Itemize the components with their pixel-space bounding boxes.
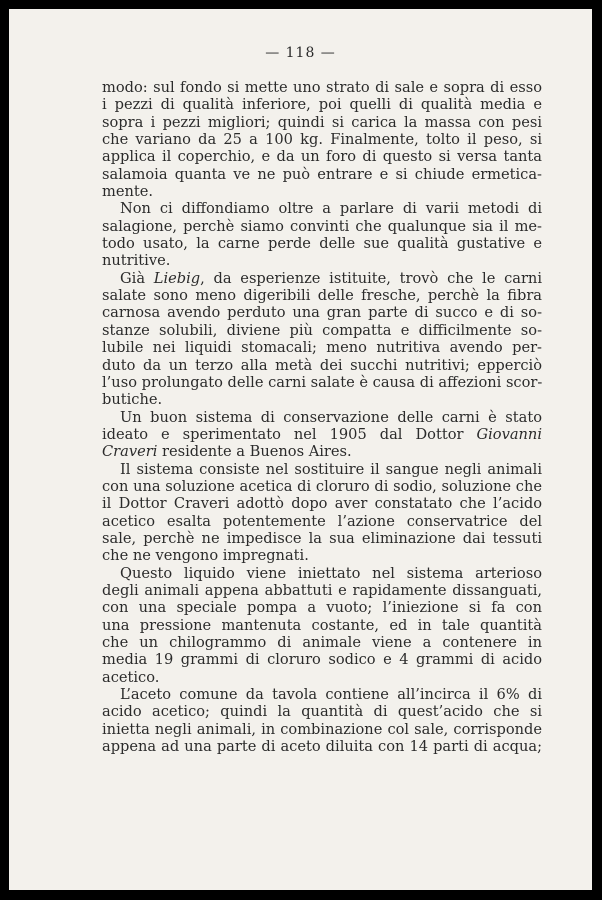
text-segment: ideato e sperimentato nel 1905 dal Dottor bbox=[102, 425, 477, 443]
text-line: una pressione mantenuta costante, ed in tale quantità bbox=[102, 616, 542, 634]
text-line: salagione, perchè siamo convinti che qualunque sia il me- bbox=[102, 217, 542, 235]
text-line: mente. bbox=[102, 183, 154, 201]
text-line: modo: sul fondo si mette uno strato di sale e sopra di esso bbox=[102, 79, 542, 96]
text-line: Un buon sistema di conservazione delle carni è stato bbox=[120, 408, 542, 426]
text-line: inietta negli animali, in combinazione col sale, corrisponde bbox=[102, 720, 542, 738]
text-line: sopra i pezzi migliori; quindi si carica la massa con pesi bbox=[102, 113, 542, 131]
text-line: il Dottor Craveri adottò dopo aver constatato che l’acido bbox=[102, 495, 542, 513]
text-segment: residente a Buenos Aires. bbox=[157, 443, 352, 461]
text-line: che ne vengono impregnati. bbox=[102, 547, 309, 565]
text-segment: Già bbox=[120, 269, 154, 287]
text-line: con una soluzione acetica di cloruro di sodio, soluzione che bbox=[102, 477, 542, 495]
text-line: nutritive. bbox=[102, 252, 171, 270]
text-line: acetico esalta potentemente l’azione conservatrice del bbox=[102, 512, 542, 530]
text-line: todo usato, la carne perde delle sue qualità gustative e bbox=[102, 235, 542, 253]
text-line: stanze solubili, diviene più compatta e difficilmente so- bbox=[102, 321, 542, 339]
text-line: lubile nei liquidi stomacali; meno nutritiva avendo per- bbox=[102, 339, 542, 357]
text-line: media 19 grammi di cloruro sodico e 4 grammi di acido bbox=[102, 651, 542, 669]
text-line: Questo liquido viene iniettato nel sistema arterioso bbox=[120, 564, 542, 582]
text-line bbox=[102, 443, 542, 460]
body-text bbox=[102, 79, 542, 755]
text-line: butiche. bbox=[102, 391, 163, 409]
text-line: salate sono meno digeribili delle fresche, perchè la fibra bbox=[102, 287, 542, 305]
text-line: i pezzi di qualità inferiore, poi quelli di qualità media e bbox=[102, 96, 542, 114]
italic-name: Giovanni bbox=[476, 425, 542, 443]
page-number: — 118 — bbox=[265, 45, 336, 61]
text-line: Non ci diffondiamo oltre a parlare di varii metodi di bbox=[120, 200, 542, 218]
text-line: acido acetico; quindi la quantità di quest’acido che si bbox=[102, 703, 542, 721]
italic-name: Liebig bbox=[153, 269, 201, 287]
text-line: degli animali appena abbattuti e rapidamente dissanguati, bbox=[102, 581, 542, 599]
text-line: con una speciale pompa a vuoto; l’iniezione si fa con bbox=[102, 599, 542, 617]
text-line bbox=[102, 426, 542, 443]
text-line: applica il coperchio, e da un foro di questo si versa tanta bbox=[102, 148, 542, 166]
text-segment: , da esperienze istituite, trovò che le carni bbox=[200, 269, 542, 287]
text-line: salamoia quanta ve ne può entrare e si chiude ermetica- bbox=[102, 165, 542, 183]
text-line: L’aceto comune da tavola contiene all’incirca il 6% di bbox=[120, 686, 542, 704]
text-line: appena ad una parte di aceto diluita con 14 parti di acqua; bbox=[102, 738, 542, 756]
text-line: Il sistema consiste nel sostituire il sangue negli animali bbox=[120, 460, 542, 478]
book-page bbox=[9, 9, 592, 890]
text-line bbox=[102, 270, 542, 287]
text-line: l’uso prolungato delle carni salate è causa di affezioni scor- bbox=[102, 373, 543, 391]
text-line: che un chilogrammo di animale viene a contenere in bbox=[102, 634, 542, 651]
italic-name: Craveri bbox=[102, 443, 158, 461]
text-line: sale, perchè ne impedisce la sua eliminazione dai tessuti bbox=[102, 529, 542, 547]
text-line: duto da un terzo alla metà dei succhi nutritivi; epperciò bbox=[102, 356, 542, 374]
text-line: che variano da 25 a 100 kg. Finalmente, tolto il peso, si bbox=[102, 131, 542, 149]
text-line: acetico. bbox=[102, 668, 160, 686]
text-line: carnosa avendo perduto una gran parte di succo e di so- bbox=[102, 304, 542, 322]
